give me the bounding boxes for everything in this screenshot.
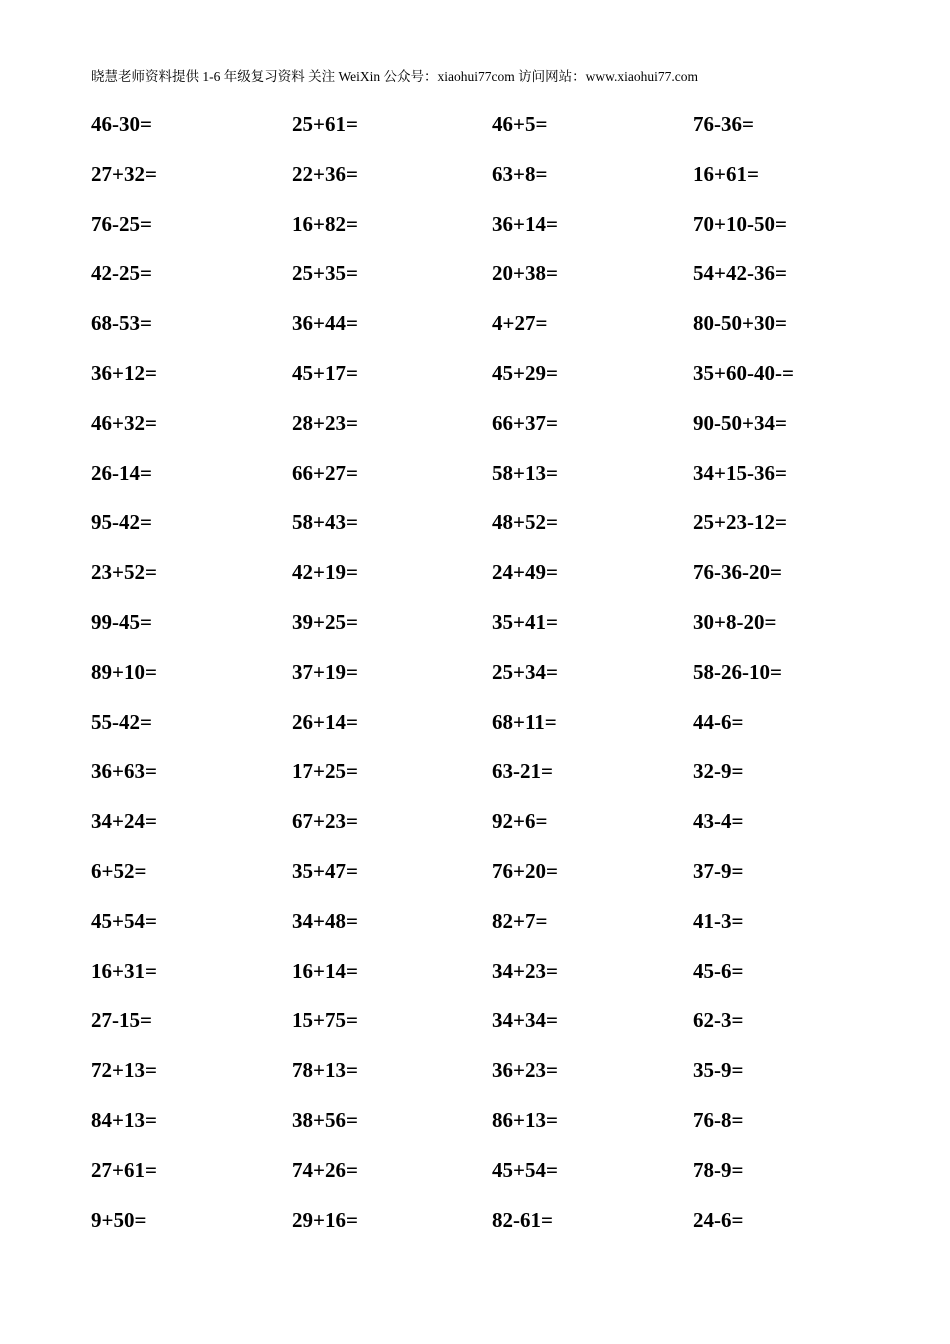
math-problem: 66+27= — [292, 460, 358, 485]
math-problem: 45+17= — [292, 360, 358, 385]
math-problem: 16+31= — [91, 958, 157, 983]
math-problem: 58-26-10= — [693, 659, 782, 684]
math-problem: 39+25= — [292, 609, 358, 634]
math-problem: 28+23= — [292, 410, 358, 435]
math-problem: 36+12= — [91, 360, 157, 385]
math-problem: 25+23-12= — [693, 510, 787, 535]
math-problem: 34+48= — [292, 908, 358, 933]
math-problem: 63+8= — [492, 161, 548, 186]
math-problem: 78+13= — [292, 1058, 358, 1083]
math-problem: 84+13= — [91, 1107, 157, 1132]
math-problem: 90-50+34= — [693, 410, 787, 435]
math-problem: 35+60-40-= — [693, 360, 794, 385]
math-problem: 36+23= — [492, 1058, 558, 1083]
math-problem: 20+38= — [492, 261, 558, 286]
math-problem: 95-42= — [91, 510, 152, 535]
math-problem: 36+14= — [492, 211, 558, 236]
math-problem: 76-25= — [91, 211, 152, 236]
math-problem: 16+14= — [292, 958, 358, 983]
problem-grid — [91, 109, 901, 1254]
math-problem: 36+63= — [91, 759, 157, 784]
math-problem: 74+26= — [292, 1157, 358, 1182]
math-problem: 16+61= — [693, 161, 759, 186]
math-problem: 76-36-20= — [693, 560, 782, 585]
math-problem: 35+47= — [292, 858, 358, 883]
math-problem: 63-21= — [492, 759, 553, 784]
math-problem: 37+19= — [292, 659, 358, 684]
math-problem: 54+42-36= — [693, 261, 787, 286]
math-problem: 45-6= — [693, 958, 744, 983]
math-problem: 58+13= — [492, 460, 558, 485]
math-problem: 68-53= — [91, 311, 152, 336]
math-problem: 43-4= — [693, 809, 744, 834]
math-problem: 24+49= — [492, 560, 558, 585]
math-problem: 34+34= — [492, 1008, 558, 1033]
math-problem: 15+75= — [292, 1008, 358, 1033]
math-problem: 80-50+30= — [693, 311, 787, 336]
math-problem: 4+27= — [492, 311, 548, 336]
math-problem: 35+41= — [492, 609, 558, 634]
math-problem: 89+10= — [91, 659, 157, 684]
math-problem: 24-6= — [693, 1207, 744, 1232]
math-problem: 45+54= — [492, 1157, 558, 1182]
math-problem: 78-9= — [693, 1157, 744, 1182]
math-problem: 26+14= — [292, 709, 358, 734]
math-problem: 6+52= — [91, 858, 147, 883]
math-problem: 34+15-36= — [693, 460, 787, 485]
math-problem: 86+13= — [492, 1107, 558, 1132]
math-problem: 34+23= — [492, 958, 558, 983]
math-problem: 41-3= — [693, 908, 744, 933]
math-problem: 29+16= — [292, 1207, 358, 1232]
math-problem: 34+24= — [91, 809, 157, 834]
math-problem: 9+50= — [91, 1207, 147, 1232]
math-problem: 70+10-50= — [693, 211, 787, 236]
math-problem: 27-15= — [91, 1008, 152, 1033]
math-problem: 44-6= — [693, 709, 744, 734]
math-problem: 27+61= — [91, 1157, 157, 1182]
math-problem: 76-8= — [693, 1107, 744, 1132]
math-problem: 72+13= — [91, 1058, 157, 1083]
math-problem: 82+7= — [492, 908, 548, 933]
math-problem: 36+44= — [292, 311, 358, 336]
math-problem: 76+20= — [492, 858, 558, 883]
math-problem: 35-9= — [693, 1058, 744, 1083]
math-problem: 23+52= — [91, 560, 157, 585]
math-problem: 46+32= — [91, 410, 157, 435]
math-problem: 66+37= — [492, 410, 558, 435]
math-problem: 32-9= — [693, 759, 744, 784]
math-problem: 48+52= — [492, 510, 558, 535]
math-problem: 82-61= — [492, 1207, 553, 1232]
math-problem: 42-25= — [91, 261, 152, 286]
math-problem: 25+35= — [292, 261, 358, 286]
math-problem: 25+34= — [492, 659, 558, 684]
math-problem: 27+32= — [91, 161, 157, 186]
page-header: 晓慧老师资料提供 1-6 年级复习资料 关注 WeiXin 公众号：xiaohui77com 访问网站：www.xiaohui77.com — [91, 69, 698, 84]
math-problem: 76-36= — [693, 112, 754, 136]
math-problem: 92+6= — [492, 809, 548, 834]
math-problem: 46-30= — [91, 112, 152, 136]
math-problem: 37-9= — [693, 858, 744, 883]
math-problem: 17+25= — [292, 759, 358, 784]
math-problem: 68+11= — [492, 709, 557, 734]
math-problem: 46+5= — [492, 112, 548, 136]
math-problem: 99-45= — [91, 609, 152, 634]
math-problem: 62-3= — [693, 1008, 744, 1033]
math-problem: 38+56= — [292, 1107, 358, 1132]
math-problem: 22+36= — [292, 161, 358, 186]
math-problem: 25+61= — [292, 112, 358, 136]
math-problem: 30+8-20= — [693, 609, 777, 634]
math-problem: 26-14= — [91, 460, 152, 485]
math-problem: 58+43= — [292, 510, 358, 535]
math-problem: 55-42= — [91, 709, 152, 734]
math-problem: 42+19= — [292, 560, 358, 585]
math-problem: 16+82= — [292, 211, 358, 236]
math-problem: 45+29= — [492, 360, 558, 385]
math-problem: 45+54= — [91, 908, 157, 933]
math-problem: 67+23= — [292, 809, 358, 834]
